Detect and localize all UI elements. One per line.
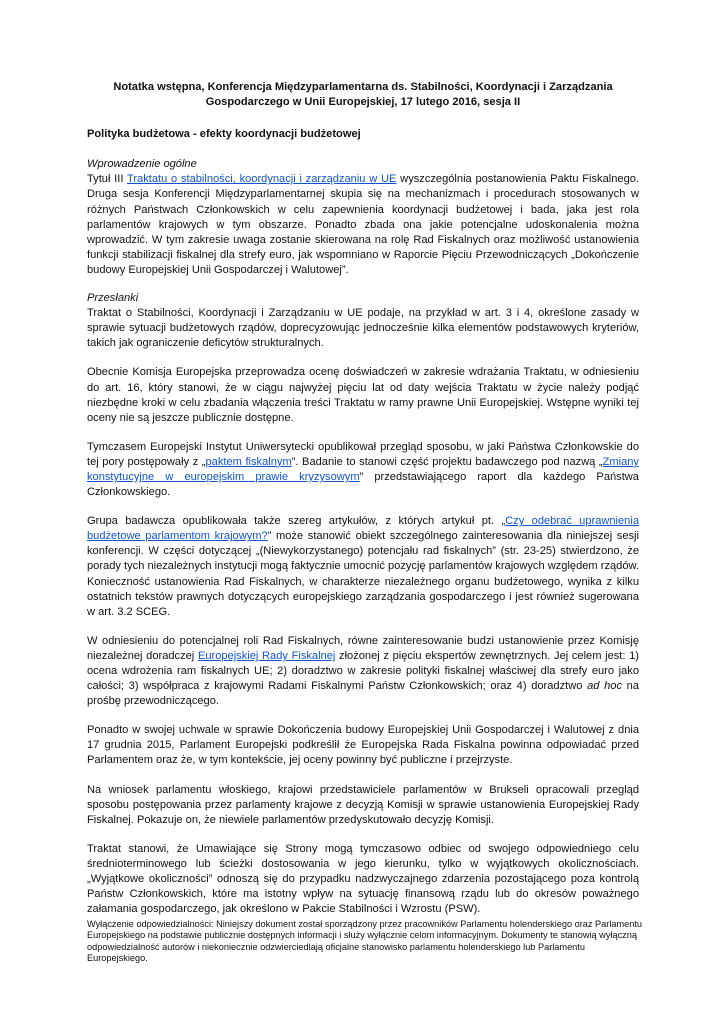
document-body bbox=[87, 80, 639, 917]
p4-text-a: Grupa badawcza opublikowała także szereg artykułów, z których artykuł pt. „ bbox=[87, 515, 506, 528]
disclaimer-text: Wyłączenie odpowiedzialności: Niniejszy dokument został sporządzony przez pracowników Parlamentu holenderskiego oraz Parlamentu Europejskiego na podstawie publicznie dostępnych informacji i służy wyłącznie celom informacyjnym. Dokumenty te stanowią wyłączną odpowiedzialność autorów i niekoniecznie odzwierciedlają oficjalne stanowisko parlamentu holenderskiego lub Parlamentu Europejskiego. bbox=[87, 919, 643, 964]
p5-text-c: na prośbę przewodniczącego. bbox=[87, 680, 640, 708]
intro-paragraph bbox=[87, 172, 639, 278]
disclaimer-footer bbox=[87, 919, 643, 965]
intro-text-a: Tytuł III bbox=[87, 173, 127, 186]
title-line-2: Gospodarczego w Unii Europejskiej, 17 lutego 2016, sesja II bbox=[205, 96, 521, 109]
premises-paragraph-5 bbox=[87, 634, 639, 709]
premises-paragraph-1: Traktat o Stabilności, Koordynacji i Zarządzaniu w UE podaje, na przykład w art. 3 i 4, określone zasady w sprawie sytuacji budżetowych rządów, doprecyzowując jednocześnie kilka elementów podstawowych kryteriów, takich jak ograniczenie deficytów strukturalnych. bbox=[87, 307, 639, 350]
premises-paragraph-3 bbox=[87, 440, 639, 500]
premises-paragraph-4 bbox=[87, 514, 639, 620]
intro-text-b: wyszczególnia postanowienia Paktu Fiskalnego. Druga sesja Konferencji Międzyparlamentarnej skupia się na mechanizmach i procedurach stosowanych w różnych Państwach Członkowskich w celu zapewnienia koordynacji budżetowej i bada, jaka jest rola parlamentów krajowych w tym obszarze. Ponadto zbada ona jakie potencjalne udoskonalenia można wprowadzić. W tym zakresie uwaga zostanie skierowana na rolę Rad Fiskalnych oraz możliwość ustanowienia funkcji stabilizacji fiskalnej dla strefy euro, jak wspomniano w Raporcie Pięciu Przewodniczących „Dokończenie budowy Europejskiej Unii Gospodarczej i Walutowej”. bbox=[87, 173, 639, 276]
p3-text-c: ” przedstawiającego raport dla każdego Państwa Członkowskiego. bbox=[87, 470, 639, 499]
budget-powers-article-link[interactable]: Czy odebrać uprawnienia budżetowe parlamentom krajowym? bbox=[87, 515, 639, 543]
p5-ad-hoc: ad hoc bbox=[587, 680, 622, 693]
document-title bbox=[87, 80, 639, 110]
p5-text-b: złożonej z pięciu ekspertów zewnętrznych. Jej celem jest: 1) ocena wdrożenia ram fiskalnych UE; 2) doradztwo w zakresie polityki fiskalnej właściwej dla strefy euro jako całości; 3) współpraca z krajowymi Radami Fiskalnymi Państw Członkowskich; oraz 4) doradztwo bbox=[87, 649, 639, 693]
p3-text-a: Tymczasem Europejski Instytut Uniwersytecki opublikował przegląd sposobu, w jaki Państwa Członkowskie do tej pory postępowały z „ bbox=[87, 440, 639, 468]
treaty-link[interactable]: Traktatu o stabilności, koordynacji i zarządzaniu w UE bbox=[126, 173, 397, 186]
premises-paragraph-2: Obecnie Komisja Europejska przeprowadza ocenę doświadczeń w zakresie wdrażania Traktatu, w odniesieniu do art. 16, który stanowi, że w ciągu najwyżej pięciu lat od daty wejścia Traktatu w życie należy podjąć niezbędne kroki w celu zbadania włączenia treści Traktatu w ramy prawne Unii Europejskiej. Wstępne wyniki tej oceny nie są jeszcze publicznie dostępne. bbox=[87, 366, 639, 424]
premises-paragraph-7: Na wniosek parlamentu włoskiego, krajowi przedstawiciele parlamentów w Brukseli opracowali przegląd sposobu postępowania przez parlamenty krajowe z decyzją Komisji w sprawie ustanowienia Europejskiej Rady Fiskalnej. Pokazuje on, że niewiele parlamentów przedyskutowało decyzję Komisji. bbox=[87, 783, 639, 826]
premises-paragraph-6: Ponadto w swojej uchwale w sprawie Dokończenia budowy Europejskiej Unii Gospodarczej i Walutowej z dnia 17 grudnia 2015, Parlament Europejski podkreślił że Europejska Rada Fiskalna powinna odpowiadać przed Parlamentem oraz że, w tym kontekście, jej oceny powinny być publiczne i przejrzyste. bbox=[87, 724, 639, 767]
premises-heading: Przesłanki bbox=[87, 292, 139, 305]
intro-heading: Wprowadzenie ogólne bbox=[87, 158, 197, 171]
p4-text-b: ” może stanowić obiekt szczególnego zainteresowania dla niniejszej sesji konferencji. W części dotyczącej „(Niewykorzystanego) potencjału rad fiskalnych” (str. 23-25) stwierdzono, że porady tych niezależnych instytucji mogą faktycznie umocnić pozycję parlamentów krajowych względem rządów. Konieczność ustanowienia Rad Fiskalnych, w charakterze niezależnego organu budżetowego, wynika z kilku ostatnich tekstów prawnych dotyczących europejskiego zarządzania gospodarczego i jest również sugerowana w art. 3.2 SCEG. bbox=[87, 530, 639, 618]
european-fiscal-board-link[interactable]: Europejskiej Rady Fiskalnej bbox=[197, 649, 336, 662]
premises-paragraph-8: Traktat stanowi, że Umawiające się Strony mogą tymczasowo odbiec od swojego odpowiedniego celu średnioterminowego lub ścieżki dostosowania w jego kierunku, tylko w wyjątkowych okolicznościach. „Wyjątkowe okoliczności” odnoszą się do przypadku nadzwyczajnego zdarzenia pozostającego poza kontrolą Państw Członkowskich, które ma istotny wpływ na sytuację finansową rządu lub do okresów poważnego załamania gospodarczego, jak określono w Pakcie Stabilności i Wzrostu (PSW). bbox=[87, 842, 639, 916]
p3-text-b: ”. Badanie to stanowi część projektu badawczego pod nazwą „ bbox=[291, 455, 603, 468]
fiscal-pact-link[interactable]: paktem fiskalnym bbox=[205, 455, 292, 468]
document-subtitle: Polityka budżetowa - efekty koordynacji budżetowej bbox=[87, 128, 361, 141]
title-line-1: Notatka wstępna, Konferencja Międzyparlamentarna ds. Stabilności, Koordynacji i Zarządzania bbox=[113, 81, 613, 93]
constitutional-changes-link[interactable]: Zmiany konstytucyjne w europejskim prawie kryzysowym bbox=[87, 455, 639, 483]
p5-text-a: W odniesieniu do potencjalnej roli Rad Fiskalnych, równe zainteresowanie budzi ustanowienie przez Komisję niezależnej doradczej bbox=[87, 634, 639, 662]
